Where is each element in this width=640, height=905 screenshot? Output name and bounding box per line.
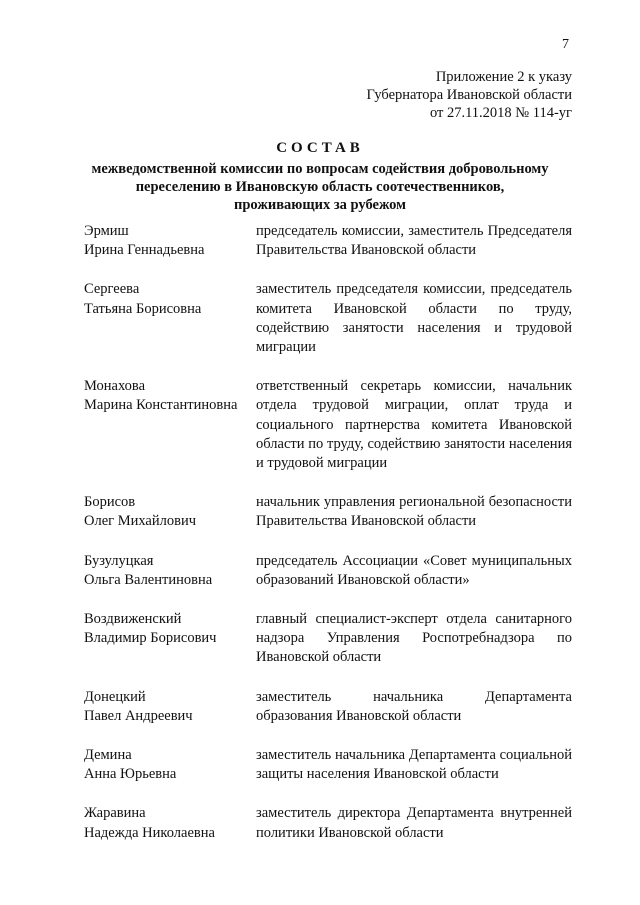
heading-line-1: межведомственной комиссии по вопросам содействия добровольному bbox=[91, 161, 549, 177]
member-name bbox=[84, 746, 256, 784]
appendix-note bbox=[252, 68, 572, 122]
member-surname: Воздвиженский bbox=[84, 611, 182, 628]
member-position: главный специалист-эксперт отдела санитарного надзора Управления Роспотребнадзора по Ивановской области bbox=[256, 611, 572, 666]
member-given-names: Марина Константиновна bbox=[84, 397, 238, 414]
member-surname: Донецкий bbox=[84, 688, 146, 705]
member-given-names: Татьяна Борисовна bbox=[84, 300, 202, 317]
member-name bbox=[84, 493, 256, 531]
member-surname: Монахова bbox=[84, 378, 146, 395]
document-heading bbox=[70, 138, 570, 214]
member-name bbox=[84, 804, 256, 842]
member-name bbox=[84, 552, 256, 590]
member-row bbox=[84, 804, 572, 842]
member-name bbox=[84, 610, 256, 668]
member-position: заместитель председателя комиссии, председатель комитета Ивановской области по труду, содействию занятости населения и трудовой миграции bbox=[256, 281, 572, 356]
member-given-names: Ольга Валентиновна bbox=[84, 571, 213, 588]
member-row bbox=[84, 746, 572, 784]
member-name bbox=[84, 280, 256, 357]
member-surname: Борисов bbox=[84, 494, 136, 511]
page-number: 7 bbox=[562, 37, 569, 52]
member-name bbox=[84, 688, 256, 726]
member-row bbox=[84, 610, 572, 668]
appendix-line-1: Приложение 2 к указу bbox=[435, 69, 572, 85]
member-row bbox=[84, 688, 572, 726]
member-row bbox=[84, 552, 572, 590]
member-given-names: Владимир Борисович bbox=[84, 630, 217, 647]
document-title: СОСТАВ bbox=[276, 140, 364, 156]
member-surname: Эрмиш bbox=[84, 223, 129, 239]
member-given-names: Олег Михайлович bbox=[84, 513, 197, 530]
member-given-names: Надежда Николаевна bbox=[84, 824, 215, 841]
member-surname: Демина bbox=[84, 747, 132, 764]
member-row bbox=[84, 222, 572, 260]
member-position: заместитель начальника Департамента образования Ивановской области bbox=[256, 688, 572, 724]
member-position: заместитель директора Департамента внутренней политики Ивановской области bbox=[256, 805, 572, 841]
heading-line-2: переселению в Ивановскую область соотечественников, bbox=[135, 179, 505, 195]
commission-members-list bbox=[84, 222, 572, 863]
member-given-names: Ирина Геннадьевна bbox=[84, 242, 205, 259]
member-row bbox=[84, 280, 572, 357]
member-surname: Сергеева bbox=[84, 281, 140, 298]
member-given-names: Павел Андреевич bbox=[84, 707, 193, 724]
appendix-line-2: Губернатора Ивановской области bbox=[366, 87, 572, 103]
member-position: начальник управления региональной безопасности Правительства Ивановской области bbox=[256, 494, 572, 530]
member-given-names: Анна Юрьевна bbox=[84, 766, 177, 783]
member-surname: Бузулуцкая bbox=[84, 552, 154, 569]
heading-line-3: проживающих за рубежом bbox=[234, 197, 406, 213]
member-row bbox=[84, 493, 572, 531]
member-name bbox=[84, 222, 256, 260]
member-position: председатель комиссии, заместитель Председателя Правительства Ивановской области bbox=[256, 223, 572, 259]
member-surname: Жаравина bbox=[84, 805, 146, 822]
member-name bbox=[84, 377, 256, 473]
member-position: ответственный секретарь комиссии, начальник отдела трудовой миграции, оплат труда и социального партнерства комитета Ивановской области по труду, содействию занятости населения и трудовой миграции bbox=[256, 378, 572, 472]
member-position: заместитель начальника Департамента социальной защиты населения Ивановской области bbox=[256, 747, 572, 783]
appendix-line-3: от 27.11.2018 № 114-уг bbox=[429, 105, 572, 121]
member-row bbox=[84, 377, 572, 473]
member-position: председатель Ассоциации «Совет муниципальных образований Ивановской области» bbox=[256, 552, 572, 588]
